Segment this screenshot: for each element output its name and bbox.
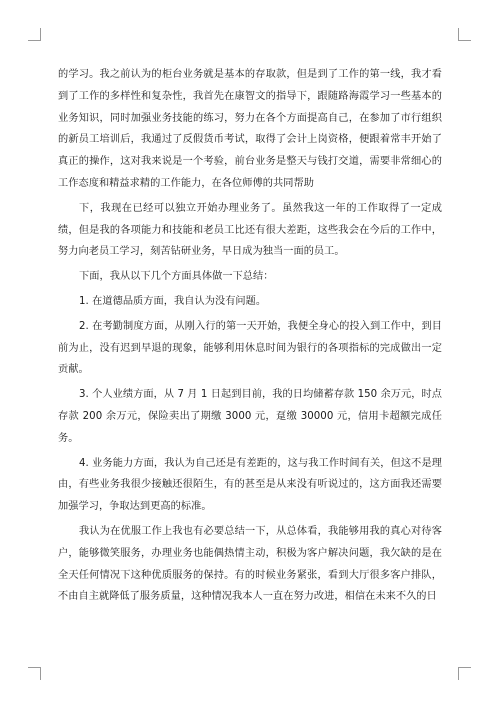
paragraph-4: 1. 在道德品质方面，我自认为没有问题。	[79, 295, 267, 307]
crop-mark-bottom-right	[458, 667, 471, 680]
document-body	[58, 64, 442, 611]
crop-mark-bottom-left	[28, 667, 41, 680]
paragraph-6: 3. 个人业绩方面，从 7 月 1 日起到目前，我的日均储蓄存款 150 余万元，时点存款 200 余万元，保险卖出了期缴 3000 元，趸缴 30000 元，信用卡超额完成任务。	[58, 389, 442, 444]
crop-mark-top-left	[28, 28, 41, 41]
paragraph-5: 2. 在考勤制度方面，从刚入行的第一天开始，我便全身心的投入到工作中，到目前为止，没有迟到早退的现象，能够利用休息时间为银行的各项指标的完成做出一定贡献。	[58, 320, 442, 376]
paragraph-8: 我认为在优服工作上我也有必要总结一下，从总体看，我能够用我的真心对待客户，能够微笑服务，办理业务也能偶热情主动，积极为客户解决问题，我欠缺的是在全天任何情况下这种优质服务的保持。有的时候业务紧张，看到大厅很多客户排队，不由自主就降低了服务质量，这种情况我本人一直在努力改进，相信在未来不久的日	[58, 525, 442, 603]
paragraph-7: 4. 业务能力方面，我认为自己还是有差距的，这与我工作时间有关，但这不是理由，有些业务我很少接触还很陌生，有的甚至是从来没有听说过的，这方面我还需要加强学习，争取达到更高的标准。	[58, 457, 442, 513]
crop-mark-top-right	[458, 28, 471, 41]
paragraph-3: 下面，我从以下几个方面具体做一下总结：	[79, 271, 274, 283]
paragraph-2: 下，我现在已经可以独立开始办理业务了。虽然我这一年的工作取得了一定成绩，但是我的各项能力和技能和老员工比还有很大差距，这些我会在今后的工作中，努力向老员工学习，刻苦钻研业务，早日成为独当一面的员工。	[58, 202, 442, 258]
paragraph-1: 的学习。我之前认为的柜台业务就是基本的存取款，但是到了工作的第一线，我才看到了工作的多样性和复杂性，我首先在康智文的指导下，跟随路海霞学习一些基本的业务知识，同时加强业务技能的练习，努力在各个方面提高自己，在参加了市行组织的新员工培训后，我通过了反假货币考试，取得了会计上岗资格，便跟着常丰开始了真正的操作，这对我来说是一个考验，前台业务是整天与钱打交道，需要非常细心的工作态度和精益求精的工作能力，在各位师傅的共同帮助	[58, 69, 442, 189]
